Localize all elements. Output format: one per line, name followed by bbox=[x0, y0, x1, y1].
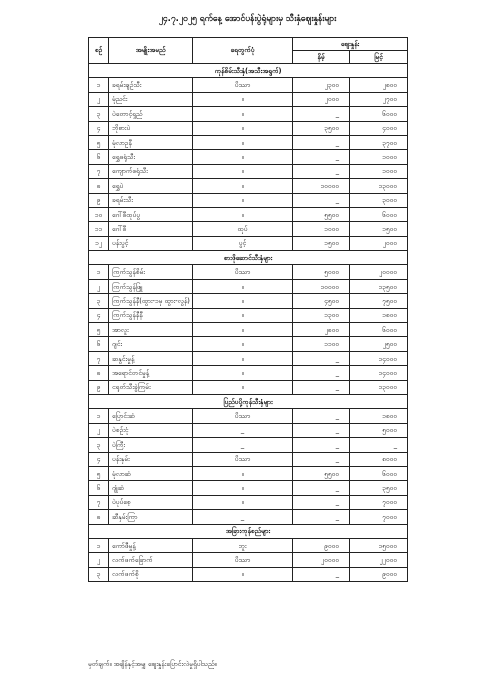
price-high: ၃၇၀၀ bbox=[350, 135, 408, 149]
item-name: ဂျင်း bbox=[109, 337, 193, 351]
price-low: ၁၀၀၀၀ bbox=[293, 179, 350, 193]
item-name: ကြက်သွန်နီ(ထွား-၁မှ ထွား-လွန်) bbox=[109, 294, 193, 308]
price-high: ၁၅၀၀ bbox=[350, 222, 408, 236]
price-high: ၇၅၀၀ bbox=[350, 294, 408, 308]
table-row bbox=[89, 135, 408, 149]
item-name: ဆနွင်းမှုန့် bbox=[109, 351, 193, 365]
price-low: _ bbox=[293, 409, 350, 423]
item-unit: ပိဿာ bbox=[193, 409, 293, 423]
price-low: _ bbox=[293, 351, 350, 365]
price-high: ၂၈၀၀ bbox=[350, 78, 408, 92]
item-unit: ။ bbox=[193, 337, 293, 351]
item-unit: ပိဿာ bbox=[193, 78, 293, 92]
price-high: ၂၀၀၀ bbox=[350, 236, 408, 250]
item-name: ဂေါ်ဖီ bbox=[109, 222, 193, 236]
row-number: ၂ bbox=[89, 553, 109, 567]
item-unit: ။ bbox=[193, 121, 293, 135]
price-high: ၁၈၀၀ bbox=[350, 409, 408, 423]
item-name: ကြက်သွန်စိမ်း bbox=[109, 265, 193, 279]
price-high: ၁၈၀၀ bbox=[350, 308, 408, 322]
item-name: ဂေါ်ဖီထုပ်ပွ bbox=[109, 207, 193, 221]
table-row bbox=[89, 164, 408, 178]
row-number: ၁ bbox=[89, 538, 109, 552]
table-row bbox=[89, 236, 408, 250]
price-high: ၁၄၀၀၀ bbox=[350, 366, 408, 380]
row-number: ၈ bbox=[89, 179, 109, 193]
price-low: ၂၃၀၀ bbox=[293, 78, 350, 92]
row-number: ၃ bbox=[89, 294, 109, 308]
item-unit: ။ bbox=[193, 164, 293, 178]
price-low: ၂၈၀၀ bbox=[293, 323, 350, 337]
item-unit: ။ bbox=[193, 207, 293, 221]
price-high: ၃၅၀၀ bbox=[350, 481, 408, 495]
price-high: ၆၀၀၀ bbox=[350, 466, 408, 480]
price-high: ၁၃၀၀၀ bbox=[350, 380, 408, 394]
price-low: _ bbox=[293, 567, 350, 581]
item-unit: ။ bbox=[193, 466, 293, 480]
item-name: လက်ဖက်ခြောက် bbox=[109, 553, 193, 567]
price-low: _ bbox=[293, 438, 350, 452]
row-number: ၈ bbox=[89, 510, 109, 524]
row-number: ၃ bbox=[89, 438, 109, 452]
price-high: ၁၀၀၀ bbox=[350, 150, 408, 164]
item-name: မုံညင်း bbox=[109, 92, 193, 106]
item-unit: ။ bbox=[193, 351, 293, 365]
table-row bbox=[89, 366, 408, 380]
row-number: ၁၂ bbox=[89, 236, 109, 250]
item-unit: ။ bbox=[193, 495, 293, 509]
table-row bbox=[89, 495, 408, 509]
item-name: ပဲတောင့်ရှည် bbox=[109, 107, 193, 121]
table-row bbox=[89, 452, 408, 466]
item-name: ဘိုစားပဲ bbox=[109, 121, 193, 135]
price-low: ၂၀၀၀၀ bbox=[293, 553, 350, 567]
item-unit: ထုပ် bbox=[193, 222, 293, 236]
price-high: ၅၀၀၀ bbox=[350, 423, 408, 437]
item-name: အာလူး bbox=[109, 323, 193, 337]
table-body bbox=[89, 64, 408, 582]
table-row bbox=[89, 423, 408, 437]
price-low: _ bbox=[293, 150, 350, 164]
row-number: ၉ bbox=[89, 380, 109, 394]
item-name: ပန်းပွင့် bbox=[109, 236, 193, 250]
table-row bbox=[89, 409, 408, 423]
price-low: ၅၅၀၀ bbox=[293, 466, 350, 480]
row-number: ၃ bbox=[89, 107, 109, 121]
table-header bbox=[89, 38, 408, 64]
row-number: ၁၀ bbox=[89, 207, 109, 221]
price-low: _ bbox=[293, 107, 350, 121]
row-number: ၅ bbox=[89, 323, 109, 337]
item-name: အရောင်တင်မှုန့် bbox=[109, 366, 193, 380]
item-unit: ။ bbox=[193, 294, 293, 308]
row-number: ၅ bbox=[89, 466, 109, 480]
row-number: ၅ bbox=[89, 135, 109, 149]
table-row bbox=[89, 510, 408, 524]
item-unit: ။ bbox=[193, 193, 293, 207]
item-unit: ။ bbox=[193, 92, 293, 106]
table-row bbox=[89, 121, 408, 135]
item-unit: ပိဿာ bbox=[193, 452, 293, 466]
row-number: ၁၁ bbox=[89, 222, 109, 236]
table-row bbox=[89, 294, 408, 308]
item-name: လက်ဖက်စို bbox=[109, 567, 193, 581]
item-name: ရွှေပဲ bbox=[109, 179, 193, 193]
item-name: ပြောင်းဆံ bbox=[109, 409, 193, 423]
item-unit: ။ bbox=[193, 179, 293, 193]
table-row bbox=[89, 92, 408, 106]
table-row bbox=[89, 553, 408, 567]
item-unit: ။ bbox=[193, 135, 293, 149]
price-high: ၁၅၀၀၀ bbox=[350, 538, 408, 552]
table-row bbox=[89, 567, 408, 581]
item-unit: ပိဿာ bbox=[193, 265, 293, 279]
item-name: မုံလာဆံ bbox=[109, 466, 193, 480]
price-high: ၁၄၀၀၀ bbox=[350, 351, 408, 365]
footnote: မှတ်ချက်။ အချိန်နှင့်အမျှ ဈေးနှုန်းပြောင်းလဲမှုရှိပါသည်။ bbox=[88, 660, 217, 668]
item-unit: ပွင့် bbox=[193, 236, 293, 250]
row-number: ၂ bbox=[89, 423, 109, 437]
row-number: ၉ bbox=[89, 193, 109, 207]
price-low: _ bbox=[293, 452, 350, 466]
item-name: မုံလာဥနီ bbox=[109, 135, 193, 149]
table-row bbox=[89, 380, 408, 394]
price-low: ၂၀၀၀ bbox=[293, 92, 350, 106]
section-title: ကုန်စိမ်းသီးနှံ(အသီးအရွက်) bbox=[89, 64, 408, 78]
price-low: _ bbox=[293, 366, 350, 380]
price-table bbox=[88, 37, 408, 582]
header-low: နိမ့် bbox=[293, 51, 350, 64]
item-name: ငရုတ်သီးခွဲကြမ်း bbox=[109, 380, 193, 394]
row-number: ၃ bbox=[89, 567, 109, 581]
item-unit: ။ bbox=[193, 107, 293, 121]
table-row bbox=[89, 279, 408, 293]
price-low: _ bbox=[293, 193, 350, 207]
item-unit: ။ bbox=[193, 150, 293, 164]
price-high: ၃၀၀၀ bbox=[350, 193, 408, 207]
item-name: ကော်ဖီမှုန့် bbox=[109, 538, 193, 552]
price-high: ၂၀၀၀၀ bbox=[350, 265, 408, 279]
item-unit: ။ bbox=[193, 380, 293, 394]
table-row bbox=[89, 466, 408, 480]
item-unit: ဘူး bbox=[193, 538, 293, 552]
row-number: ၆ bbox=[89, 481, 109, 495]
table-row bbox=[89, 107, 408, 121]
table-row bbox=[89, 193, 408, 207]
table-row bbox=[89, 222, 408, 236]
row-number: ၁ bbox=[89, 78, 109, 92]
price-low: ၁၀၀၀၀ bbox=[293, 279, 350, 293]
header-price: ဈေးနှုန်း bbox=[293, 38, 408, 51]
price-high: ၆၀၀၀ bbox=[350, 207, 408, 221]
item-name: ပဲကြီး bbox=[109, 438, 193, 452]
price-low: ၄၅၀၀ bbox=[293, 294, 350, 308]
price-low: ၅၅၀၀ bbox=[293, 207, 350, 221]
section-title: အခြားကုန်စည်များ bbox=[89, 524, 408, 538]
price-high: ၇၀၀၀ bbox=[350, 495, 408, 509]
table-row bbox=[89, 179, 408, 193]
price-low: ၁၀၀၀ bbox=[293, 222, 350, 236]
row-number: ၆ bbox=[89, 150, 109, 164]
table-row bbox=[89, 481, 408, 495]
table-row bbox=[89, 308, 408, 322]
price-high: ၉၀၀၀ bbox=[350, 567, 408, 581]
price-high: _ bbox=[350, 438, 408, 452]
price-low: ၁၅၀၀ bbox=[293, 236, 350, 250]
price-low: _ bbox=[293, 164, 350, 178]
item-unit: _ bbox=[193, 423, 293, 437]
price-low: _ bbox=[293, 380, 350, 394]
header-name: အမျိုးအမည် bbox=[109, 38, 193, 64]
price-high: ၂၇၀၀ bbox=[350, 92, 408, 106]
table-row bbox=[89, 265, 408, 279]
row-number: ၂ bbox=[89, 279, 109, 293]
row-number: ၈ bbox=[89, 366, 109, 380]
price-low: _ bbox=[293, 495, 350, 509]
item-unit: ။ bbox=[193, 481, 293, 495]
price-high: ၁၀၀၀ bbox=[350, 164, 408, 178]
table-row bbox=[89, 351, 408, 365]
section-title: ပြည်ပပို့ကုန်သီးနှံများ bbox=[89, 394, 408, 408]
row-number: ၁ bbox=[89, 409, 109, 423]
item-name: ပဲပုပ်စေ့ bbox=[109, 495, 193, 509]
price-low: _ bbox=[293, 423, 350, 437]
section-header bbox=[89, 524, 408, 538]
price-low: ၁၃၀၀ bbox=[293, 308, 350, 322]
item-name: ကြက်သွန်နီနီ bbox=[109, 308, 193, 322]
price-high: ၂၅၀၀ bbox=[350, 337, 408, 351]
row-number: ၄ bbox=[89, 452, 109, 466]
section-header bbox=[89, 394, 408, 408]
page-title: ၂၄.၇.၂၀၂၅ ရက်နေ့ အောင်ပန်းပွဲရုံများမှ သီးနှံဈေးနှုန်းများ bbox=[158, 14, 337, 24]
item-unit: ။ bbox=[193, 366, 293, 380]
row-number: ၇ bbox=[89, 351, 109, 365]
price-low: ၁၁၀၀ bbox=[293, 337, 350, 351]
price-high: ၄၀၀၀ bbox=[350, 121, 408, 135]
item-name: ဂျုံဆံ bbox=[109, 481, 193, 495]
price-high: ၇၀၀၀ bbox=[350, 510, 408, 524]
table-row bbox=[89, 323, 408, 337]
table-row bbox=[89, 207, 408, 221]
item-name: ပန်းနှမ်း bbox=[109, 452, 193, 466]
price-high: ၁၃၅၀၀ bbox=[350, 279, 408, 293]
section-title: စားဖိုဆောင်သီးနှံများ bbox=[89, 251, 408, 265]
item-unit: ။ bbox=[193, 308, 293, 322]
item-unit: _ bbox=[193, 510, 293, 524]
price-low: _ bbox=[293, 481, 350, 495]
item-name: ပဲစဉ်းငုံ bbox=[109, 423, 193, 437]
item-name: ဆီနှမ်းကြာ bbox=[109, 510, 193, 524]
item-name: ခရမ်းချဉ်သီး bbox=[109, 78, 193, 92]
price-high: ၂၂၀၀၀ bbox=[350, 553, 408, 567]
price-high: ၁၃၀၀၀ bbox=[350, 179, 408, 193]
row-number: ၇ bbox=[89, 164, 109, 178]
row-number: ၁ bbox=[89, 265, 109, 279]
price-high: ၆၀၀၀ bbox=[350, 107, 408, 121]
header-no: စဉ် bbox=[89, 38, 109, 64]
row-number: ၄ bbox=[89, 121, 109, 135]
item-name: ကြက်သွန်ဖြူ bbox=[109, 279, 193, 293]
table-row bbox=[89, 438, 408, 452]
item-name: ကျောက်ဖရုံသီး bbox=[109, 164, 193, 178]
price-low: ၅၀၀၀ bbox=[293, 265, 350, 279]
row-number: ၂ bbox=[89, 92, 109, 106]
price-low: ၃၅၀၀ bbox=[293, 121, 350, 135]
table-row bbox=[89, 337, 408, 351]
item-unit: ။ bbox=[193, 279, 293, 293]
row-number: ၆ bbox=[89, 337, 109, 351]
price-low: _ bbox=[293, 135, 350, 149]
row-number: ၄ bbox=[89, 308, 109, 322]
item-unit: ။ bbox=[193, 323, 293, 337]
section-header bbox=[89, 64, 408, 78]
table-row bbox=[89, 78, 408, 92]
section-header bbox=[89, 251, 408, 265]
price-low: ၉၀၀၀ bbox=[293, 538, 350, 552]
table-row bbox=[89, 538, 408, 552]
item-unit: _ bbox=[193, 438, 293, 452]
item-name: ရွှေဖရုံသီး bbox=[109, 150, 193, 164]
item-unit: ပိဿာ bbox=[193, 553, 293, 567]
price-low: _ bbox=[293, 510, 350, 524]
header-high: မြင့် bbox=[350, 51, 408, 64]
price-high: ၆၀၀၀ bbox=[350, 323, 408, 337]
table-row bbox=[89, 150, 408, 164]
row-number: ၇ bbox=[89, 495, 109, 509]
item-unit: ။ bbox=[193, 567, 293, 581]
price-high: ၈၀၀၀ bbox=[350, 452, 408, 466]
item-name: ခရမ်းသီး bbox=[109, 193, 193, 207]
header-unit: ရေတွက်ပုံ bbox=[193, 38, 293, 64]
